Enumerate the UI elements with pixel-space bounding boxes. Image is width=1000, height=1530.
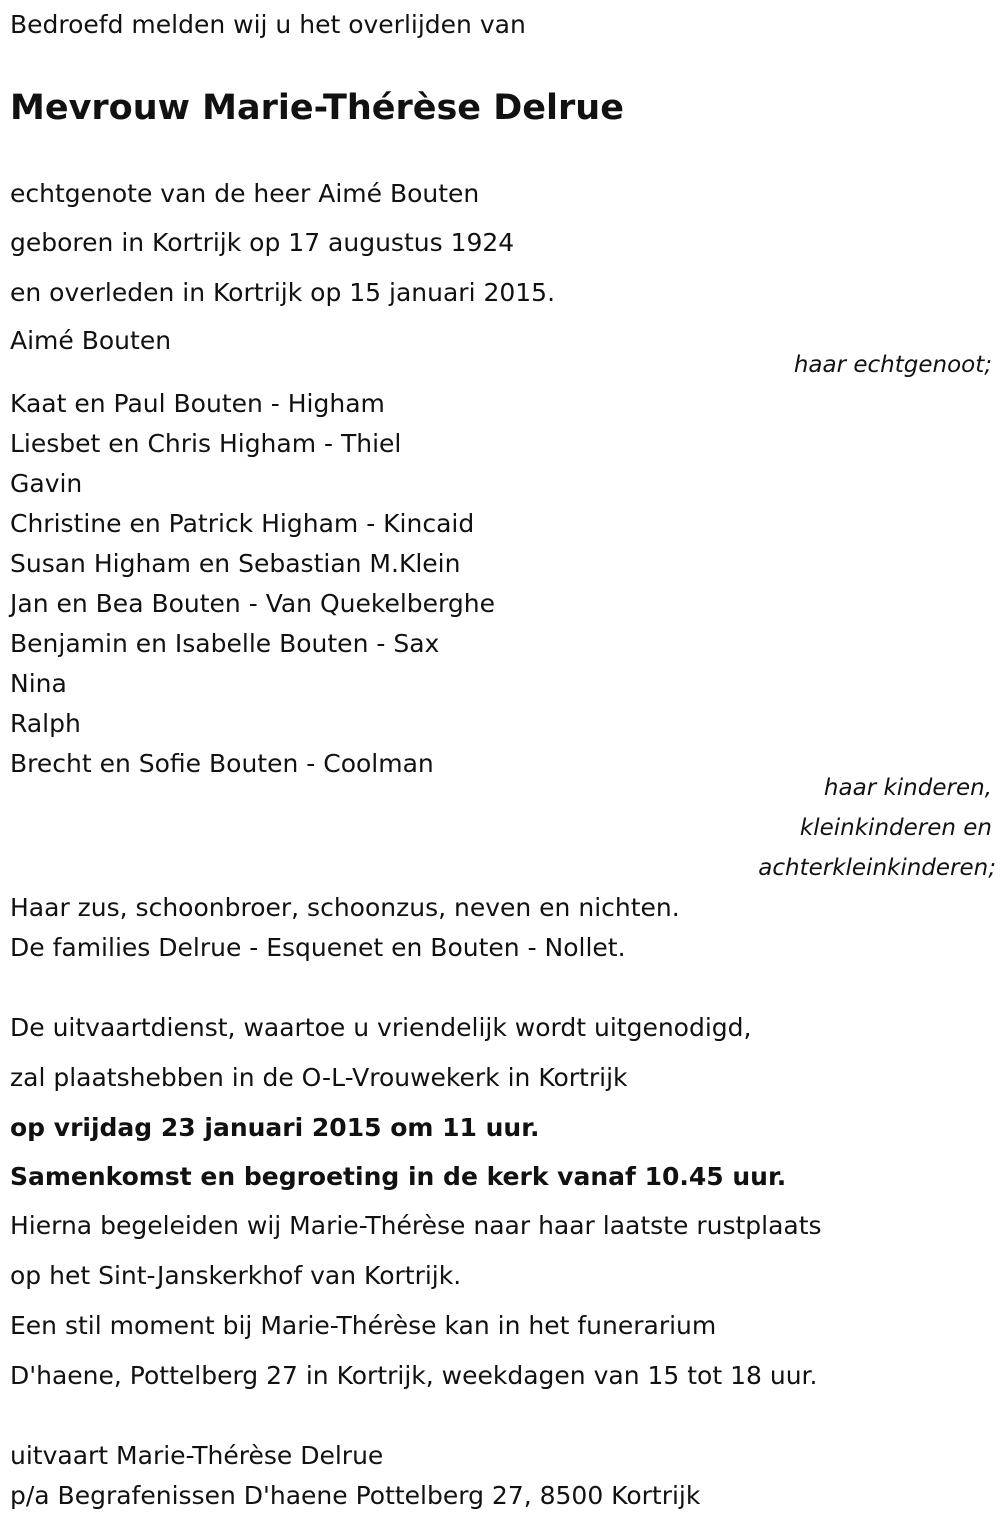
list-item: Gavin: [10, 469, 83, 498]
service-invite: De uitvaartdienst, waartoe u vriendelijk wordt uitgenodigd,: [10, 1013, 752, 1042]
list-item: Liesbet en Chris Higham - Thiel: [10, 429, 402, 458]
address-line-2: p/a Begrafenissen D'haene Pottelberg 27, 8500 Kortrijk: [10, 1481, 701, 1510]
list-item: Susan Higham en Sebastian M.Klein: [10, 549, 461, 578]
bio-spouse-line: echtgenote van de heer Aimé Bouten: [10, 179, 480, 208]
intro-text: Bedroefd melden wij u het overlijden van: [10, 10, 526, 39]
service-location: zal plaatshebben in de O-L-Vrouwekerk in Kortrijk: [10, 1063, 628, 1092]
list-item: Ralph: [10, 709, 81, 738]
deceased-name-heading: Mevrouw Marie-Thérèse Delrue: [10, 88, 624, 128]
spouse-relation: haar echtgenoot;: [793, 352, 992, 378]
family-line-1: Haar zus, schoonbroer, schoonzus, neven en nichten.: [10, 893, 680, 922]
bio-death-line: en overleden in Kortrijk op 15 januari 2015.: [10, 278, 556, 307]
service-date: op vrijdag 23 januari 2015 om 11 uur.: [10, 1113, 540, 1142]
service-gathering: Samenkomst en begroeting in de kerk vanaf 10.45 uur.: [10, 1162, 787, 1191]
address-line-1: uitvaart Marie-Thérèse Delrue: [10, 1441, 384, 1470]
list-item: Brecht en Sofie Bouten - Coolman: [10, 749, 434, 778]
children-list: [10, 388, 495, 788]
list-item: Jan en Bea Bouten - Van Quekelberghe: [10, 589, 495, 618]
moment-line-1: Een stil moment bij Marie-Thérèse kan in het funerarium: [10, 1311, 717, 1340]
list-item: Christine en Patrick Higham - Kincaid: [10, 509, 475, 538]
children-relation-line-3: achterkleinkinderen;: [758, 855, 996, 881]
list-item: Kaat en Paul Bouten - Higham: [10, 389, 385, 418]
moment-line-2: D'haene, Pottelberg 27 in Kortrijk, weekdagen van 15 tot 18 uur.: [10, 1361, 818, 1390]
spouse-name: Aimé Bouten: [10, 326, 172, 355]
list-item: Benjamin en Isabelle Bouten - Sax: [10, 629, 440, 658]
burial-line-2: op het Sint-Janskerkhof van Kortrijk.: [10, 1261, 462, 1290]
children-relation-line-1: haar kinderen,: [823, 775, 992, 801]
list-item: Nina: [10, 669, 67, 698]
burial-line-1: Hierna begeleiden wij Marie-Thérèse naar haar laatste rustplaats: [10, 1211, 822, 1240]
bio-birth-line: geboren in Kortrijk op 17 augustus 1924: [10, 228, 515, 257]
children-relation-line-2: kleinkinderen en: [799, 815, 992, 841]
family-line-2: De families Delrue - Esquenet en Bouten - Nollet.: [10, 933, 626, 962]
